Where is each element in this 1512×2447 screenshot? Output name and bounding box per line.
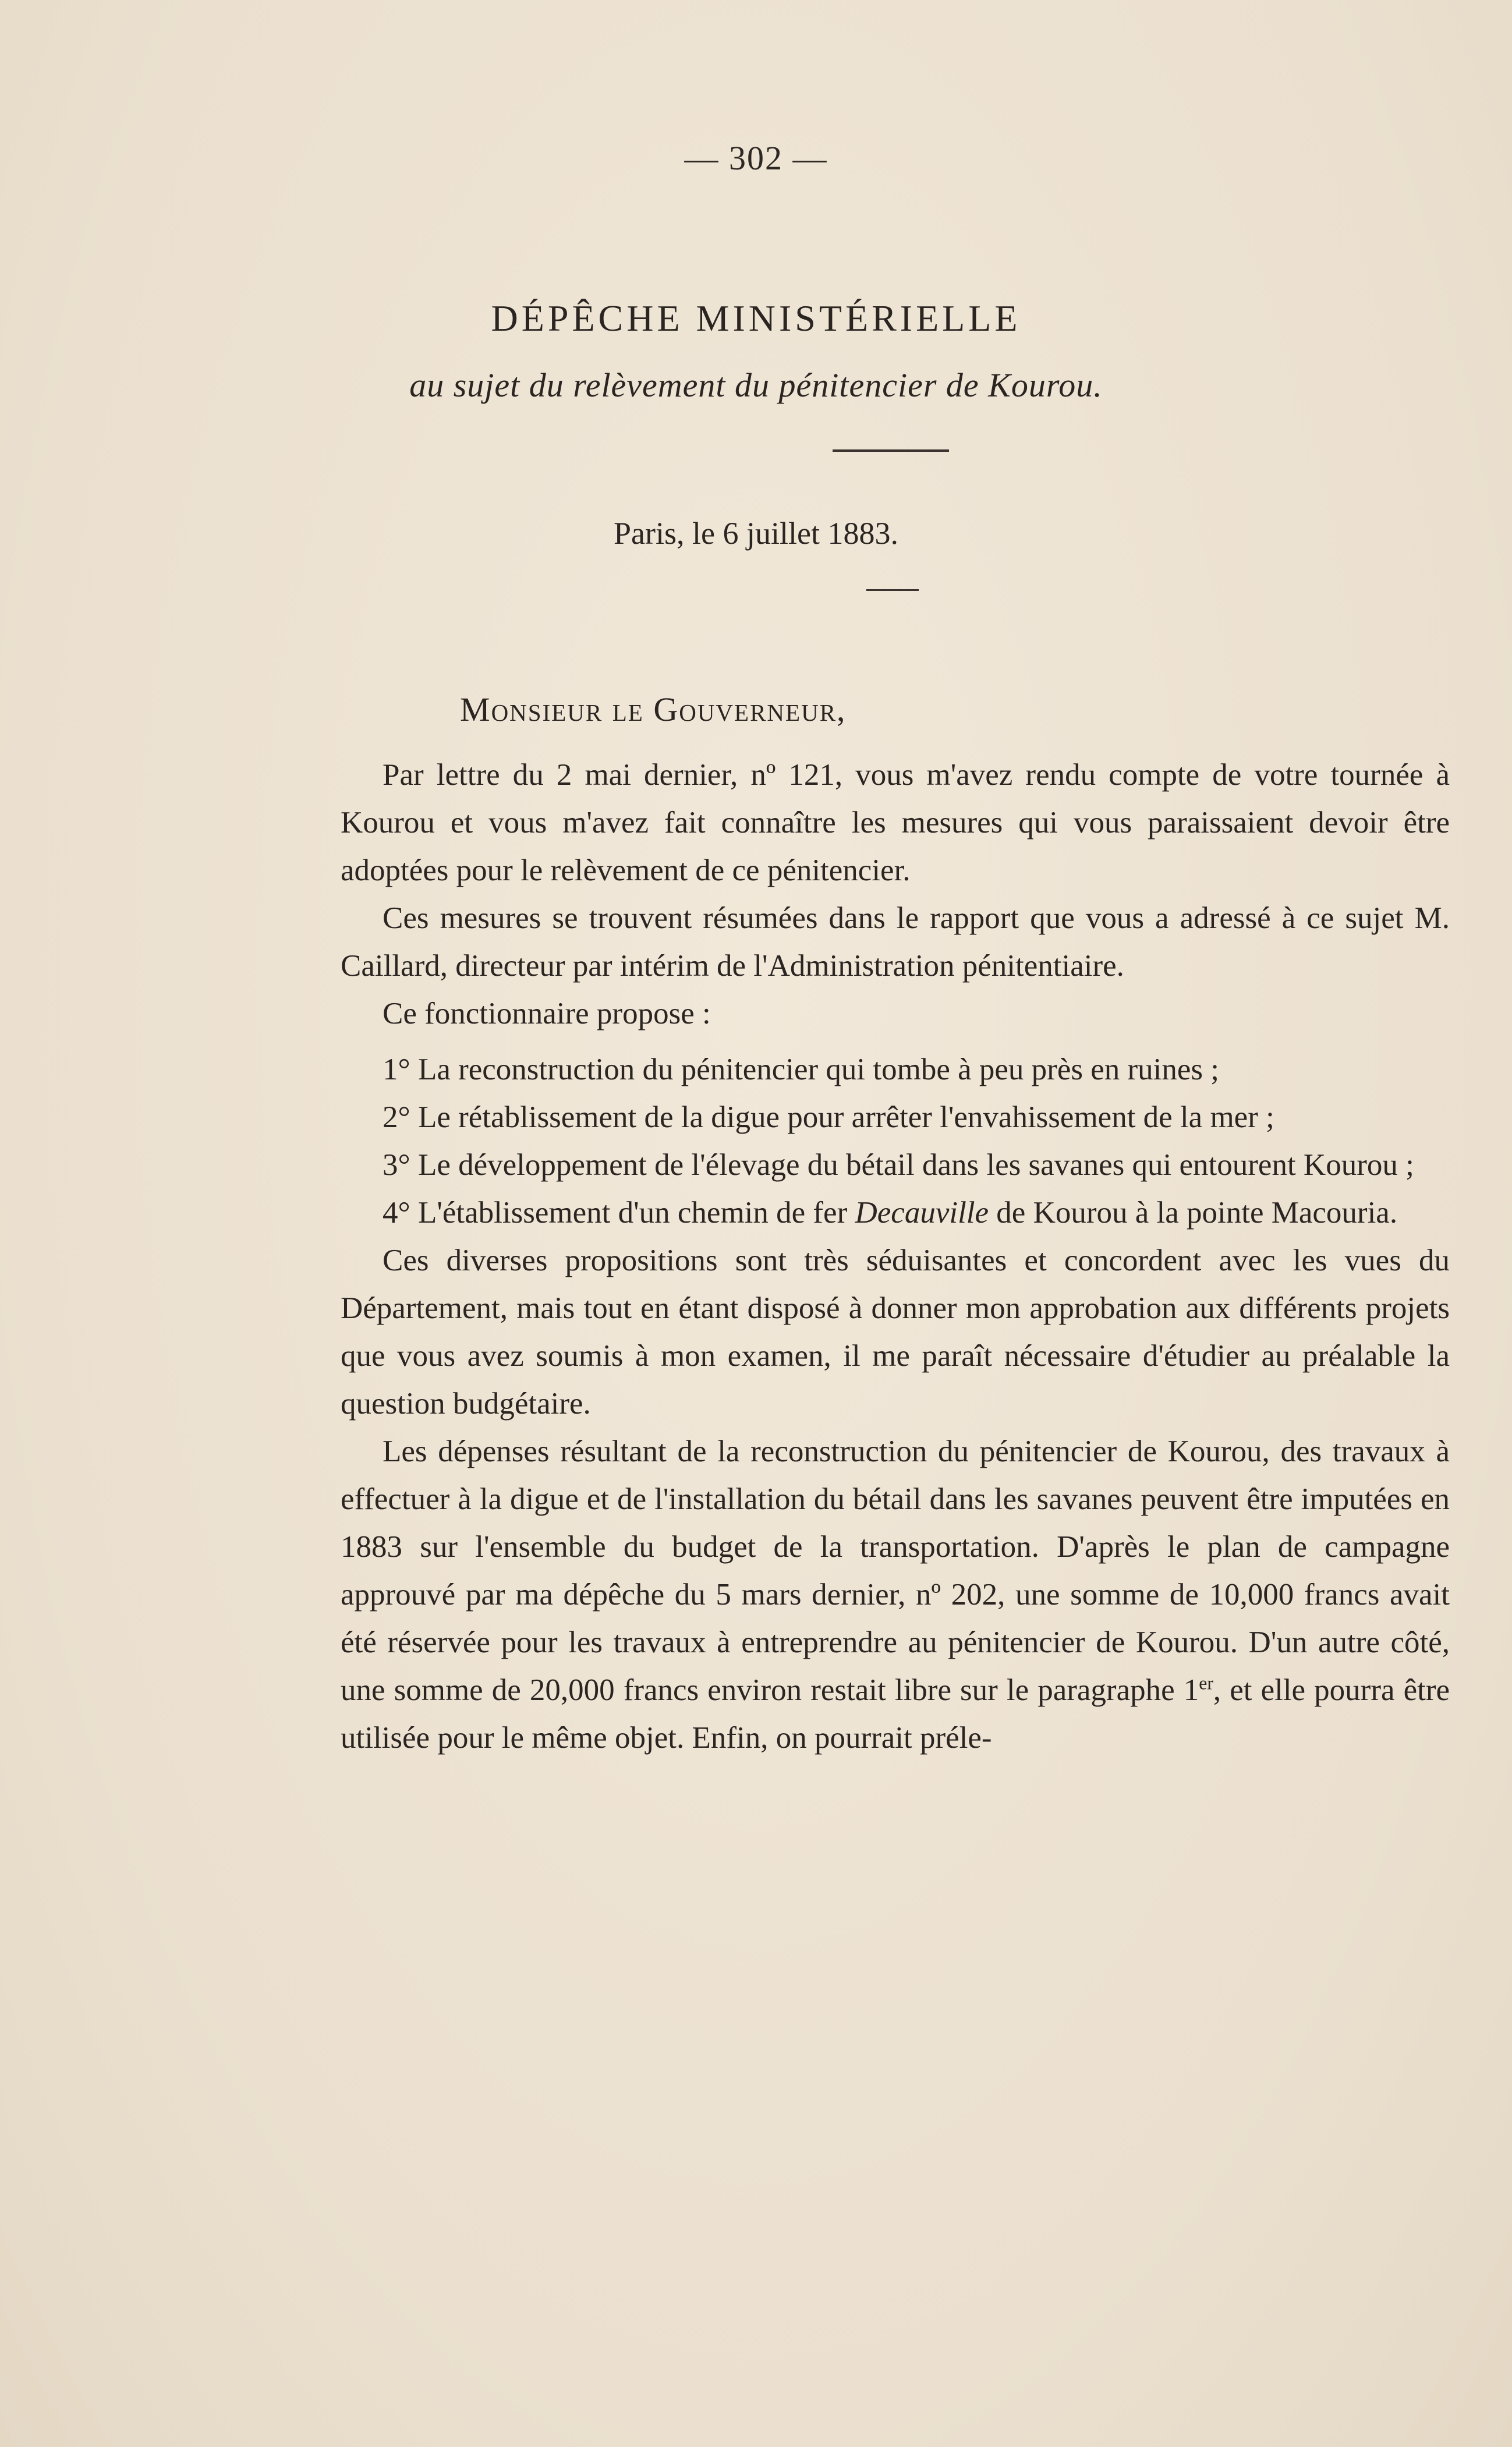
date-divider-rule: [866, 589, 919, 591]
title-divider-rule: [833, 449, 949, 452]
list-item-3: 3° Le développement de l'élevage du bétail dans les savanes qui entourent Kourou ;: [383, 1148, 1414, 1182]
paragraph-9: [341, 1428, 1450, 1762]
salutation: Monsieur le Gouverneur,: [460, 690, 847, 728]
paragraph-1: Par lettre du 2 mai dernier, nº 121, vous m'avez rendu compte de votre tournée à Kourou et vous m'avez fait connaître les mesures qui vous paraissaient devoir être adoptées pour le relèvement de ce pénitencier.: [341, 758, 1450, 887]
date-line: Paris, le 6 juillet 1883.: [614, 516, 898, 551]
list-item-4: [341, 1189, 1450, 1237]
page-number: — 302 —: [684, 139, 828, 177]
paragraph-3: Ce fonctionnaire propose :: [383, 997, 711, 1030]
document-title: DÉPÊCHE MINISTÉRIELLE: [491, 298, 1021, 339]
list-item-4-text-end: de Kourou à la pointe Macouria.: [989, 1196, 1398, 1230]
paragraph-2: Ces mesures se trouvent résumées dans le rapport que vous a adressé à ce sujet M. Caillard, directeur par intérim de l'Administration pénitentiaire.: [341, 901, 1450, 983]
paragraph-9-text-start: Les dépenses résultant de la reconstruction du pénitencier de Kourou, des travaux à effectuer à la digue et de l'installation du bétail dans les savanes peuvent être imputées en 1883 sur l'ensemble du budget de la transportation. D'après le plan de campagne approuvé par ma dépêche du 5 mars dernier, nº 202, une somme de 10,000 francs avait été réservée pour les travaux à entreprendre au pénitencier de Kourou. D'un autre côté, une somme de 20,000 francs environ restait libre sur le paragraphe 1: [341, 1435, 1450, 1707]
list-item-2: 2° Le rétablissement de la digue pour arrêter l'envahissement de la mer ;: [383, 1100, 1274, 1134]
letter-body: [341, 751, 1450, 1762]
list-item-4-text-start: 4° L'établissement d'un chemin de fer: [383, 1196, 855, 1230]
paragraph-9-text-end: , et elle pourra être utilisée pour le même objet. Enfin, on pourrait préle-: [341, 1673, 1450, 1755]
superscript-er: er: [1199, 1673, 1213, 1694]
list-item-1: 1° La reconstruction du pénitencier qui tombe à peu près en ruines ;: [383, 1053, 1220, 1086]
decauville-italic: Decauville: [855, 1196, 989, 1230]
document-subtitle: au sujet du relèvement du pénitencier de Kourou.: [409, 366, 1103, 404]
paragraph-8: Ces diverses propositions sont très séduisantes et concordent avec les vues du Département, mais tout en étant disposé à donner mon approbation aux différents projets que vous avez soumis à mon examen, il me paraît nécessaire d'étudier au préalable la question budgétaire.: [341, 1244, 1450, 1421]
